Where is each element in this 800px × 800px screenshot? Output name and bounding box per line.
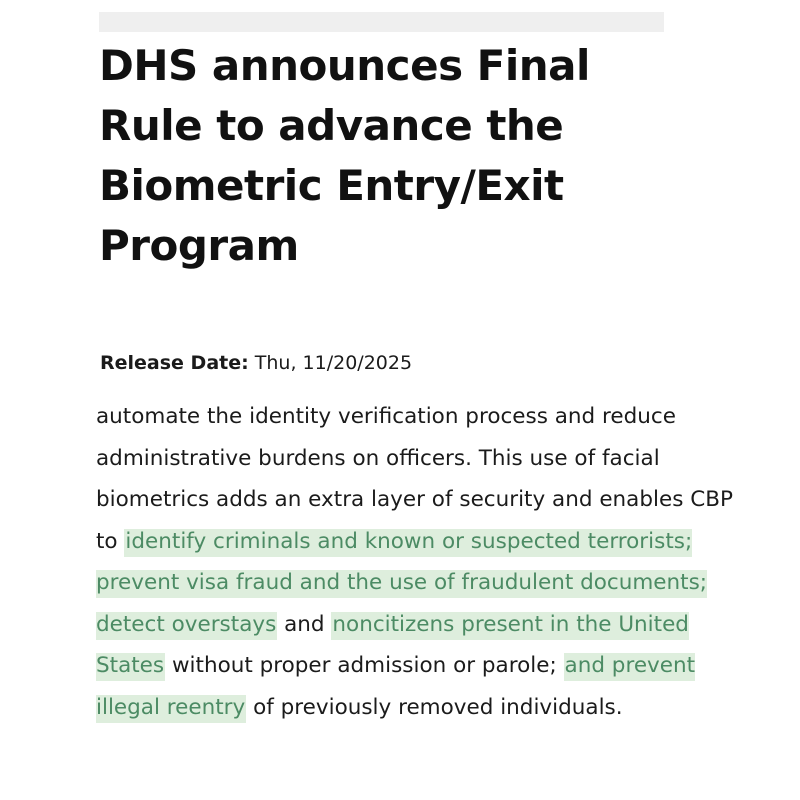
body-text-segment: and <box>277 611 332 637</box>
top-gray-bar <box>99 12 664 32</box>
highlighted-text: identify criminals and known or suspected terrorists; prevent visa fraud and the use of fraudulent documents; detect overstays <box>96 529 707 640</box>
highlighted-text: noncitizens present in the United States <box>96 612 689 682</box>
body-text-segment: automate the identity verification process and reduce administrative burdens on officers. This use of facial biometrics adds an extra layer of security and enables CBP to <box>96 404 733 554</box>
article-title: DHS announces Final Rule to advance the Biometric Entry/Exit Program <box>99 41 590 270</box>
body-text-segment: without proper admission or parole; <box>165 653 564 678</box>
highlighted-text: and prevent illegal reentry <box>96 653 695 723</box>
release-date-label: Release Date: <box>100 352 249 374</box>
article-body <box>96 396 736 728</box>
release-date-value: Thu, 11/20/2025 <box>254 352 413 374</box>
release-date <box>100 349 412 377</box>
body-text-segment: of previously removed individuals. <box>246 694 623 720</box>
